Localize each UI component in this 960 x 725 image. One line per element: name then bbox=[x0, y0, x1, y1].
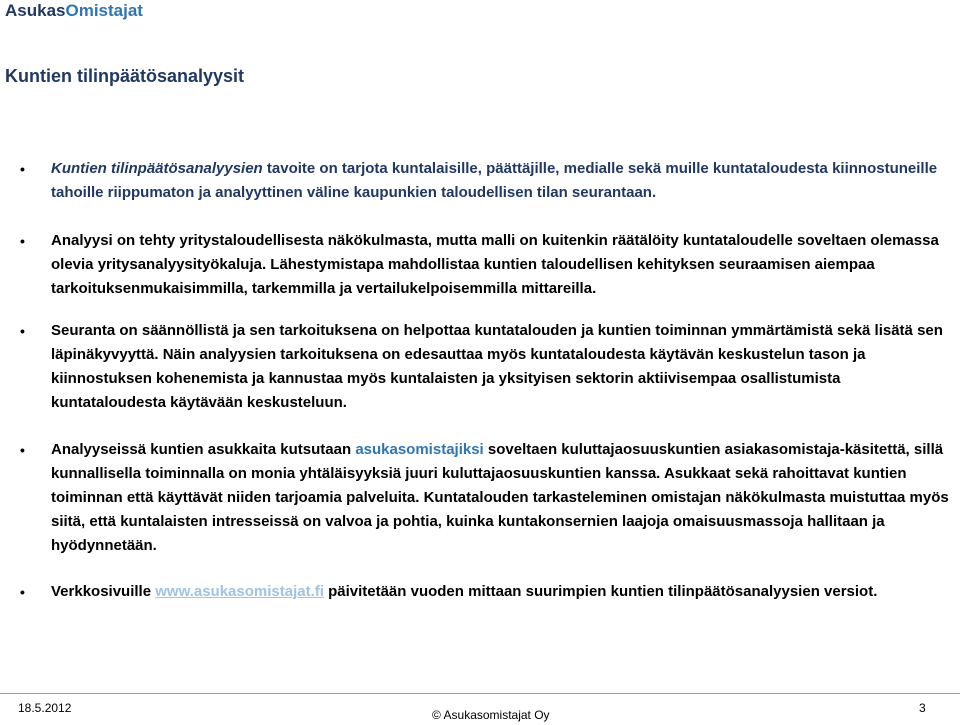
bullet-text-post: soveltaen kuluttajaosuuskuntien asiakasomistaja-käsitettä, sillä kunnallisella toiminnalla on monia yhtäläisyyksiä juuri kuluttajaosuuskuntien kanssa. Asukkaat sekä rahoittavat kuntien toiminnan että käyttävät niiden tarjoamia palveluita. Kuntatalouden tarkasteleminen omistajan näkökulmasta muistuttaa myös siitä, että kuntalaisten intresseissä on valvoa ja pohtia, kuinka kuntakonsernien laajoja omaisuusmassoja hallitaan ja hyödynnetään. bbox=[51, 441, 949, 554]
page-number: 3 bbox=[919, 701, 926, 715]
bullet-text-pre: Verkkosivuille bbox=[51, 583, 156, 600]
brand-logo bbox=[5, 1, 143, 21]
bullet-dot-icon: • bbox=[20, 584, 25, 600]
page-title: Kuntien tilinpäätösanalyysit bbox=[5, 66, 245, 86]
bullet-text-pre: Analyyseissä kuntien asukkaita kutsutaan bbox=[51, 441, 356, 458]
bullet-text bbox=[51, 438, 951, 558]
bullet-dot-icon: • bbox=[20, 442, 25, 458]
bullet-dot-icon: • bbox=[20, 233, 25, 249]
footer-copyright: © Asukasomistajat Oy bbox=[432, 708, 550, 722]
website-link[interactable]: www.asukasomistajat.fi bbox=[155, 583, 324, 600]
brand-part1: Asukas bbox=[5, 1, 66, 20]
brand-part2: Omistajat bbox=[65, 1, 143, 20]
bullet-dot-icon: • bbox=[20, 323, 25, 339]
bullet-text: Seuranta on säännöllistä ja sen tarkoituksena on helpottaa kuntatalouden ja kuntien toiminnan ymmärtämistä sekä lisätä sen läpinäkyvyyttä. Näin analyysien tarkoituksena on edesauttaa myös kuntataloudesta käytävän keskustelun tason ja kiinnostuksen kohenemista ja kannustaa myös kuntalaisten ja yksityisen sektorin aktiivisempaa osallistumista kuntataloudesta käytävään keskusteluun. bbox=[51, 322, 943, 411]
bullet-text bbox=[51, 157, 951, 205]
footer-divider bbox=[0, 693, 960, 694]
bullet-dot-icon: • bbox=[20, 161, 25, 177]
bullet-text bbox=[51, 580, 951, 604]
footer-date: 18.5.2012 bbox=[18, 701, 72, 715]
asukasomistajiksi-link[interactable]: asukasomistajiksi bbox=[355, 441, 484, 458]
analysis-link[interactable]: Kuntien tilinpäätösanalyysien bbox=[51, 160, 263, 177]
bullet-text-rest: tavoite on tarjota kuntalaisille, päättäjille, medialle sekä muille kuntataloudesta kiinnostuneille tahoille riippumaton ja analyyttinen väline kaupunkien taloudellisen tilan seurantaan. bbox=[51, 160, 938, 201]
bullet-text-post: päivitetään vuoden mittaan suurimpien kuntien tilinpäätösanalyysien versiot. bbox=[323, 583, 878, 600]
bullet-text: Analyysi on tehty yritystaloudellisesta näkökulmasta, mutta malli on kuitenkin räätälöity kuntataloudelle soveltaen olemassa olevia yritysanalyysityökaluja. Lähestymistapa mahdollistaa kuntien taloudellisen kehityksen seuraamisen aiempaa tarkoituksenmukaisimmilla, tarkemmilla ja vertailukelpoisemmilla mittareilla. bbox=[51, 232, 939, 297]
